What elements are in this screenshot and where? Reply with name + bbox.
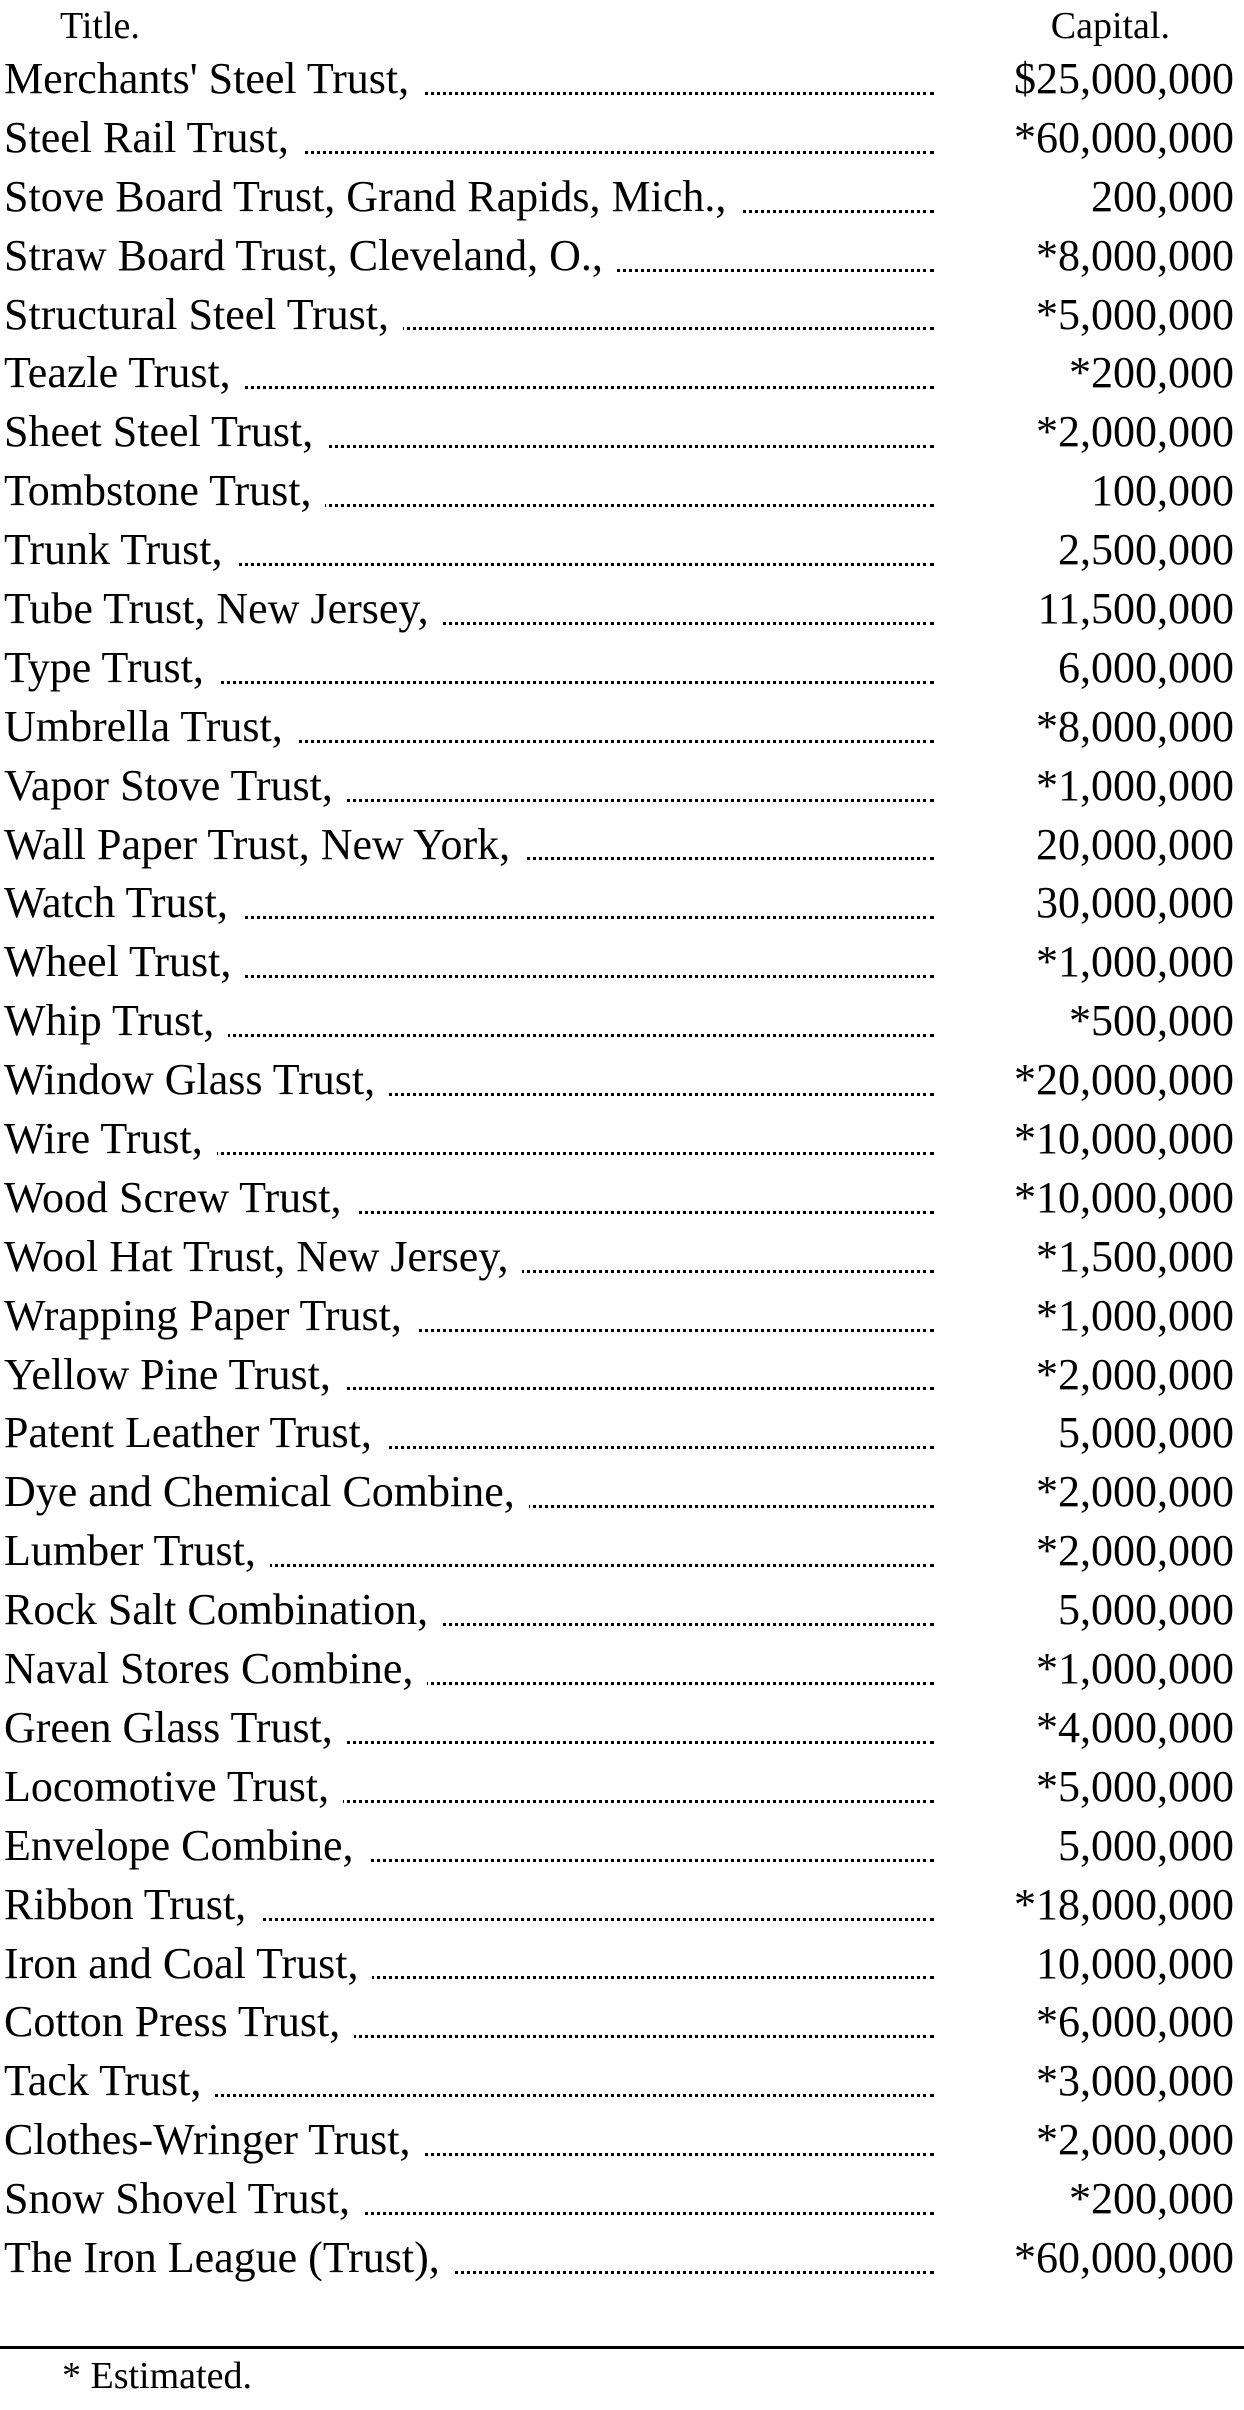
table-header <box>0 2 1244 50</box>
trust-table <box>0 50 1244 2288</box>
table-row <box>0 50 1244 109</box>
trust-title: Patent Leather Trust, <box>4 1408 386 1457</box>
trust-title: Tombstone Trust, <box>4 466 325 515</box>
trust-capital: *6,000,000 <box>1036 1997 1234 2047</box>
trust-title: Wheel Trust, <box>4 937 245 986</box>
trust-title: Umbrella Trust, <box>4 702 297 751</box>
trust-capital: *1,500,000 <box>1036 1231 1234 1281</box>
title-column-header: Title. <box>60 5 140 47</box>
trust-title: Trunk Trust, <box>4 525 237 574</box>
table-row <box>0 2111 1244 2170</box>
trust-capital: *18,000,000 <box>1014 1879 1234 1929</box>
trust-capital: *5,000,000 <box>1036 1761 1234 1811</box>
trust-capital: $25,000,000 <box>1014 54 1234 103</box>
trust-capital: *4,000,000 <box>1036 1702 1234 1752</box>
table-row <box>0 1110 1244 1169</box>
row-title-cell <box>4 1110 934 1169</box>
trust-capital: 30,000,000 <box>1036 878 1234 928</box>
row-title-cell <box>4 1404 934 1463</box>
row-title-cell <box>4 1051 934 1110</box>
trust-title: Teazle Trust, <box>4 348 245 397</box>
table-row <box>0 344 1244 403</box>
trust-title: Lumber Trust, <box>4 1526 270 1575</box>
capital-column-header: Capital. <box>1050 5 1170 47</box>
trust-title: Wall Paper Trust, New York, <box>4 820 524 869</box>
trust-capital: *2,000,000 <box>1036 1349 1234 1399</box>
row-title-cell <box>4 521 934 580</box>
trust-title: Window Glass Trust, <box>4 1055 389 1104</box>
table-row <box>0 1817 1244 1876</box>
trust-capital: *1,000,000 <box>1036 937 1234 987</box>
trust-title: Watch Trust, <box>4 878 242 927</box>
trust-capital: *2,000,000 <box>1036 2115 1234 2165</box>
row-title-cell <box>4 403 934 462</box>
table-row <box>0 874 1244 933</box>
row-title-cell <box>4 1758 934 1817</box>
trust-title: Straw Board Trust, Cleveland, O., <box>4 231 617 280</box>
table-row <box>0 580 1244 639</box>
trust-capital: 6,000,000 <box>1058 642 1234 692</box>
trust-title: The Iron League (Trust), <box>4 2233 454 2282</box>
trust-title: Wool Hat Trust, New Jersey, <box>4 1232 522 1281</box>
table-row <box>0 1287 1244 1346</box>
trust-capital: 5,000,000 <box>1058 1585 1234 1635</box>
trust-title: Whip Trust, <box>4 996 228 1045</box>
table-row <box>0 1169 1244 1228</box>
table-row <box>0 639 1244 698</box>
trust-title: Snow Shovel Trust, <box>4 2174 364 2223</box>
footnote: * Estimated. <box>62 2355 252 2397</box>
trust-capital: 10,000,000 <box>1036 1938 1234 1988</box>
table-row <box>0 1463 1244 1522</box>
trust-capital: *500,000 <box>1069 996 1234 1046</box>
trust-title: Tube Trust, New Jersey, <box>4 584 443 633</box>
trust-capital: *10,000,000 <box>1014 1172 1234 1222</box>
trust-title: Envelope Combine, <box>4 1821 368 1870</box>
row-title-cell <box>4 1169 934 1228</box>
trust-title: Merchants' Steel Trust, <box>4 54 423 103</box>
row-title-cell <box>4 1699 934 1758</box>
trust-title: Sheet Steel Trust, <box>4 407 327 456</box>
table-row <box>0 2229 1244 2288</box>
trust-title: Wood Screw Trust, <box>4 1173 356 1222</box>
row-title-cell <box>4 1581 934 1640</box>
row-title-cell <box>4 1287 934 1346</box>
row-title-cell <box>4 2229 934 2288</box>
row-title-cell <box>4 874 934 933</box>
trust-capital: *200,000 <box>1069 348 1234 398</box>
trust-title: Rock Salt Combination, <box>4 1585 442 1634</box>
table-row <box>0 1758 1244 1817</box>
trust-title: Wire Trust, <box>4 1114 217 1163</box>
row-title-cell <box>4 992 934 1051</box>
row-title-cell <box>4 1817 934 1876</box>
trust-capital: *1,000,000 <box>1036 1644 1234 1694</box>
trust-capital: *1,000,000 <box>1036 760 1234 810</box>
table-row <box>0 1699 1244 1758</box>
row-title-cell <box>4 1228 934 1287</box>
trust-title: Stove Board Trust, Grand Rapids, Mich., <box>4 172 740 221</box>
trust-title: Structural Steel Trust, <box>4 290 403 339</box>
trust-title: Locomotive Trust, <box>4 1762 343 1811</box>
trust-title: Yellow Pine Trust, <box>4 1350 345 1399</box>
table-row <box>0 1993 1244 2052</box>
trust-title: Green Glass Trust, <box>4 1703 347 1752</box>
row-title-cell <box>4 2052 934 2111</box>
trust-title: Dye and Chemical Combine, <box>4 1467 529 1516</box>
table-row <box>0 2052 1244 2111</box>
table-row <box>0 168 1244 227</box>
row-title-cell <box>4 1522 934 1581</box>
trust-capital: 200,000 <box>1091 171 1234 221</box>
trust-title: Vapor Stove Trust, <box>4 761 347 810</box>
footnote-rule <box>0 2346 1244 2349</box>
trust-capital: 11,500,000 <box>1037 584 1234 634</box>
trust-capital: *20,000,000 <box>1014 1055 1234 1105</box>
table-row <box>0 2170 1244 2229</box>
trust-capital: 5,000,000 <box>1058 1820 1234 1870</box>
table-row <box>0 816 1244 875</box>
trust-capital: *1,000,000 <box>1036 1290 1234 1340</box>
table-row <box>0 1876 1244 1935</box>
row-title-cell <box>4 1640 934 1699</box>
table-row <box>0 521 1244 580</box>
table-row <box>0 933 1244 992</box>
trust-capital: 100,000 <box>1091 466 1234 516</box>
table-row <box>0 462 1244 521</box>
table-row <box>0 1522 1244 1581</box>
trust-title: Wrapping Paper Trust, <box>4 1291 416 1340</box>
row-title-cell <box>4 1935 934 1994</box>
trust-capital: *8,000,000 <box>1036 701 1234 751</box>
row-title-cell <box>4 2111 934 2170</box>
table-row <box>0 403 1244 462</box>
row-title-cell <box>4 933 934 992</box>
trust-capital: *60,000,000 <box>1014 112 1234 162</box>
trust-title: Tack Trust, <box>4 2056 215 2105</box>
table-row <box>0 286 1244 345</box>
row-title-cell <box>4 1993 934 2052</box>
table-row <box>0 757 1244 816</box>
table-row <box>0 227 1244 286</box>
row-title-cell <box>4 2170 934 2229</box>
row-title-cell <box>4 286 934 345</box>
row-title-cell <box>4 639 934 698</box>
row-title-cell <box>4 50 934 109</box>
table-row <box>0 1346 1244 1405</box>
row-title-cell <box>4 344 934 403</box>
row-title-cell <box>4 580 934 639</box>
table-row <box>0 1404 1244 1463</box>
trust-title: Clothes-Wringer Trust, <box>4 2115 424 2164</box>
trust-title: Ribbon Trust, <box>4 1880 260 1929</box>
row-title-cell <box>4 462 934 521</box>
trust-capital: *10,000,000 <box>1014 1114 1234 1164</box>
trust-capital: *2,000,000 <box>1036 1467 1234 1517</box>
trust-title: Steel Rail Trust, <box>4 113 303 162</box>
trust-capital: *200,000 <box>1069 2174 1234 2224</box>
trust-title: Type Trust, <box>4 643 218 692</box>
row-title-cell <box>4 816 934 875</box>
trust-capital: *3,000,000 <box>1036 2056 1234 2106</box>
row-title-cell <box>4 168 934 227</box>
trust-capital: *5,000,000 <box>1036 289 1234 339</box>
trust-capital: *2,000,000 <box>1036 1526 1234 1576</box>
table-row <box>0 992 1244 1051</box>
trust-capital: *60,000,000 <box>1014 2232 1234 2282</box>
row-title-cell <box>4 698 934 757</box>
table-row <box>0 1640 1244 1699</box>
table-row <box>0 1228 1244 1287</box>
trust-capital: *8,000,000 <box>1036 230 1234 280</box>
row-title-cell <box>4 1463 934 1522</box>
table-row <box>0 1935 1244 1994</box>
row-title-cell <box>4 1346 934 1405</box>
row-title-cell <box>4 109 934 168</box>
trust-title: Naval Stores Combine, <box>4 1644 427 1693</box>
row-title-cell <box>4 757 934 816</box>
table-row <box>0 1051 1244 1110</box>
trust-capital: *2,000,000 <box>1036 407 1234 457</box>
table-row <box>0 109 1244 168</box>
trust-title: Iron and Coal Trust, <box>4 1939 372 1988</box>
trust-capital: 5,000,000 <box>1058 1408 1234 1458</box>
table-row <box>0 698 1244 757</box>
trust-capital: 20,000,000 <box>1036 819 1234 869</box>
trust-title: Cotton Press Trust, <box>4 1997 354 2046</box>
table-row <box>0 1581 1244 1640</box>
row-title-cell <box>4 227 934 286</box>
trust-capital: 2,500,000 <box>1058 525 1234 575</box>
row-title-cell <box>4 1876 934 1935</box>
